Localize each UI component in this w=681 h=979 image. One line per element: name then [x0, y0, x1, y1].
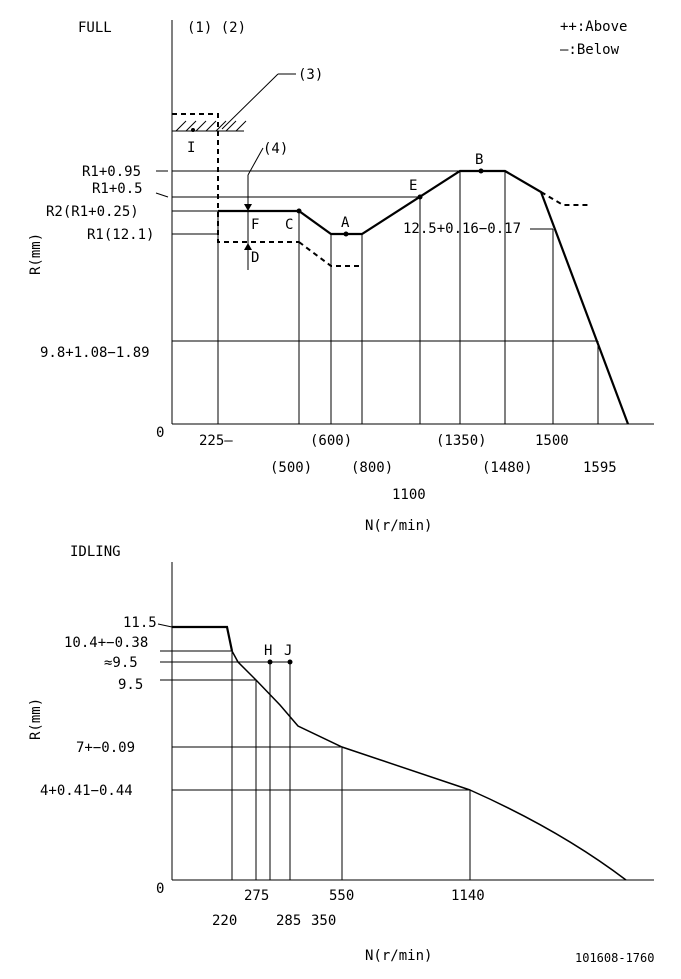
point-a-label: A [341, 215, 350, 231]
idling-chart [28, 544, 654, 964]
dashed-below-limit [172, 114, 299, 242]
full-title: FULL [78, 20, 112, 36]
full-x-axis-label: N(r/min) [365, 518, 433, 534]
label-95: 9.5 [118, 677, 144, 693]
full-y-axis-label: R(mm) [28, 232, 44, 275]
hatch-marks [176, 121, 246, 131]
point-c-label: C [285, 217, 294, 233]
full-markers: (1) (2) [187, 20, 247, 36]
point-h-label: H [264, 643, 273, 659]
xlabel-1480: (1480) [482, 460, 533, 476]
xlabel-285: 285 [276, 913, 302, 929]
xlabel-1350: (1350) [436, 433, 487, 449]
xlabel-225: 225— [199, 433, 233, 449]
tick-r1-05 [156, 193, 168, 197]
document-id: 101608-1760 [575, 951, 655, 965]
legend-below: —:Below [560, 42, 620, 58]
idling-title: IDLING [70, 544, 121, 560]
idling-x-axis-label: N(r/min) [365, 948, 433, 964]
arrow-d [244, 243, 252, 250]
point-b-dot [479, 169, 484, 174]
label-r2: R2(R1+0.25) [46, 204, 139, 220]
point-h-dot [268, 660, 273, 665]
xlabel-500: (500) [270, 460, 313, 476]
label-r1-095: R1+0.95 [82, 164, 142, 180]
point-i-label: I [187, 140, 196, 156]
xlabel-600: (600) [310, 433, 353, 449]
label-4: 4+0.41−0.44 [40, 783, 133, 799]
point-b-label: B [475, 152, 484, 168]
label-125: 12.5+0.16−0.17 [403, 221, 522, 237]
xlabel-1500: 1500 [535, 433, 569, 449]
point-i-dot [191, 128, 195, 132]
dashed-below-tail [541, 192, 590, 205]
idling-curve-top [172, 627, 232, 651]
full-load-curve [218, 171, 628, 424]
point-j-dot [288, 660, 293, 665]
point-f-label: F [251, 217, 260, 233]
label-104: 10.4+−0.38 [64, 635, 149, 651]
label-full-zero: 0 [156, 425, 165, 441]
xlabel-1140: 1140 [451, 888, 485, 904]
xlabel-275: 275 [244, 888, 270, 904]
point-j-label: J [284, 643, 293, 659]
callout-3-leader [222, 74, 278, 129]
point-a-dot [344, 232, 349, 237]
legend-above: ++:Above [560, 19, 628, 35]
label-r1-05: R1+0.5 [92, 181, 143, 197]
label-r1: R1(12.1) [87, 227, 155, 243]
point-e-label: E [409, 178, 418, 194]
point-c-dot [297, 209, 302, 214]
label-95-approx: ≈9.5 [104, 655, 138, 671]
xlabel-800: (800) [351, 460, 394, 476]
point-d-label: D [251, 250, 260, 266]
xlabel-1595: 1595 [583, 460, 617, 476]
full-chart [28, 19, 654, 534]
tick-115 [158, 624, 172, 627]
label-7: 7+−0.09 [76, 740, 136, 756]
label-98: 9.8+1.08−1.89 [40, 345, 150, 361]
xlabel-1100: 1100 [392, 487, 426, 503]
xlabel-220: 220 [212, 913, 238, 929]
idling-y-axis-label: R(mm) [28, 697, 44, 740]
callout-4-label: (4) [263, 141, 289, 157]
point-e-dot [418, 195, 423, 200]
xlabel-550: 550 [329, 888, 355, 904]
label-idling-zero: 0 [156, 881, 165, 897]
callout-3-label: (3) [298, 67, 324, 83]
idling-curve [232, 651, 626, 880]
label-115: 11.5 [123, 615, 157, 631]
xlabel-350: 350 [311, 913, 337, 929]
